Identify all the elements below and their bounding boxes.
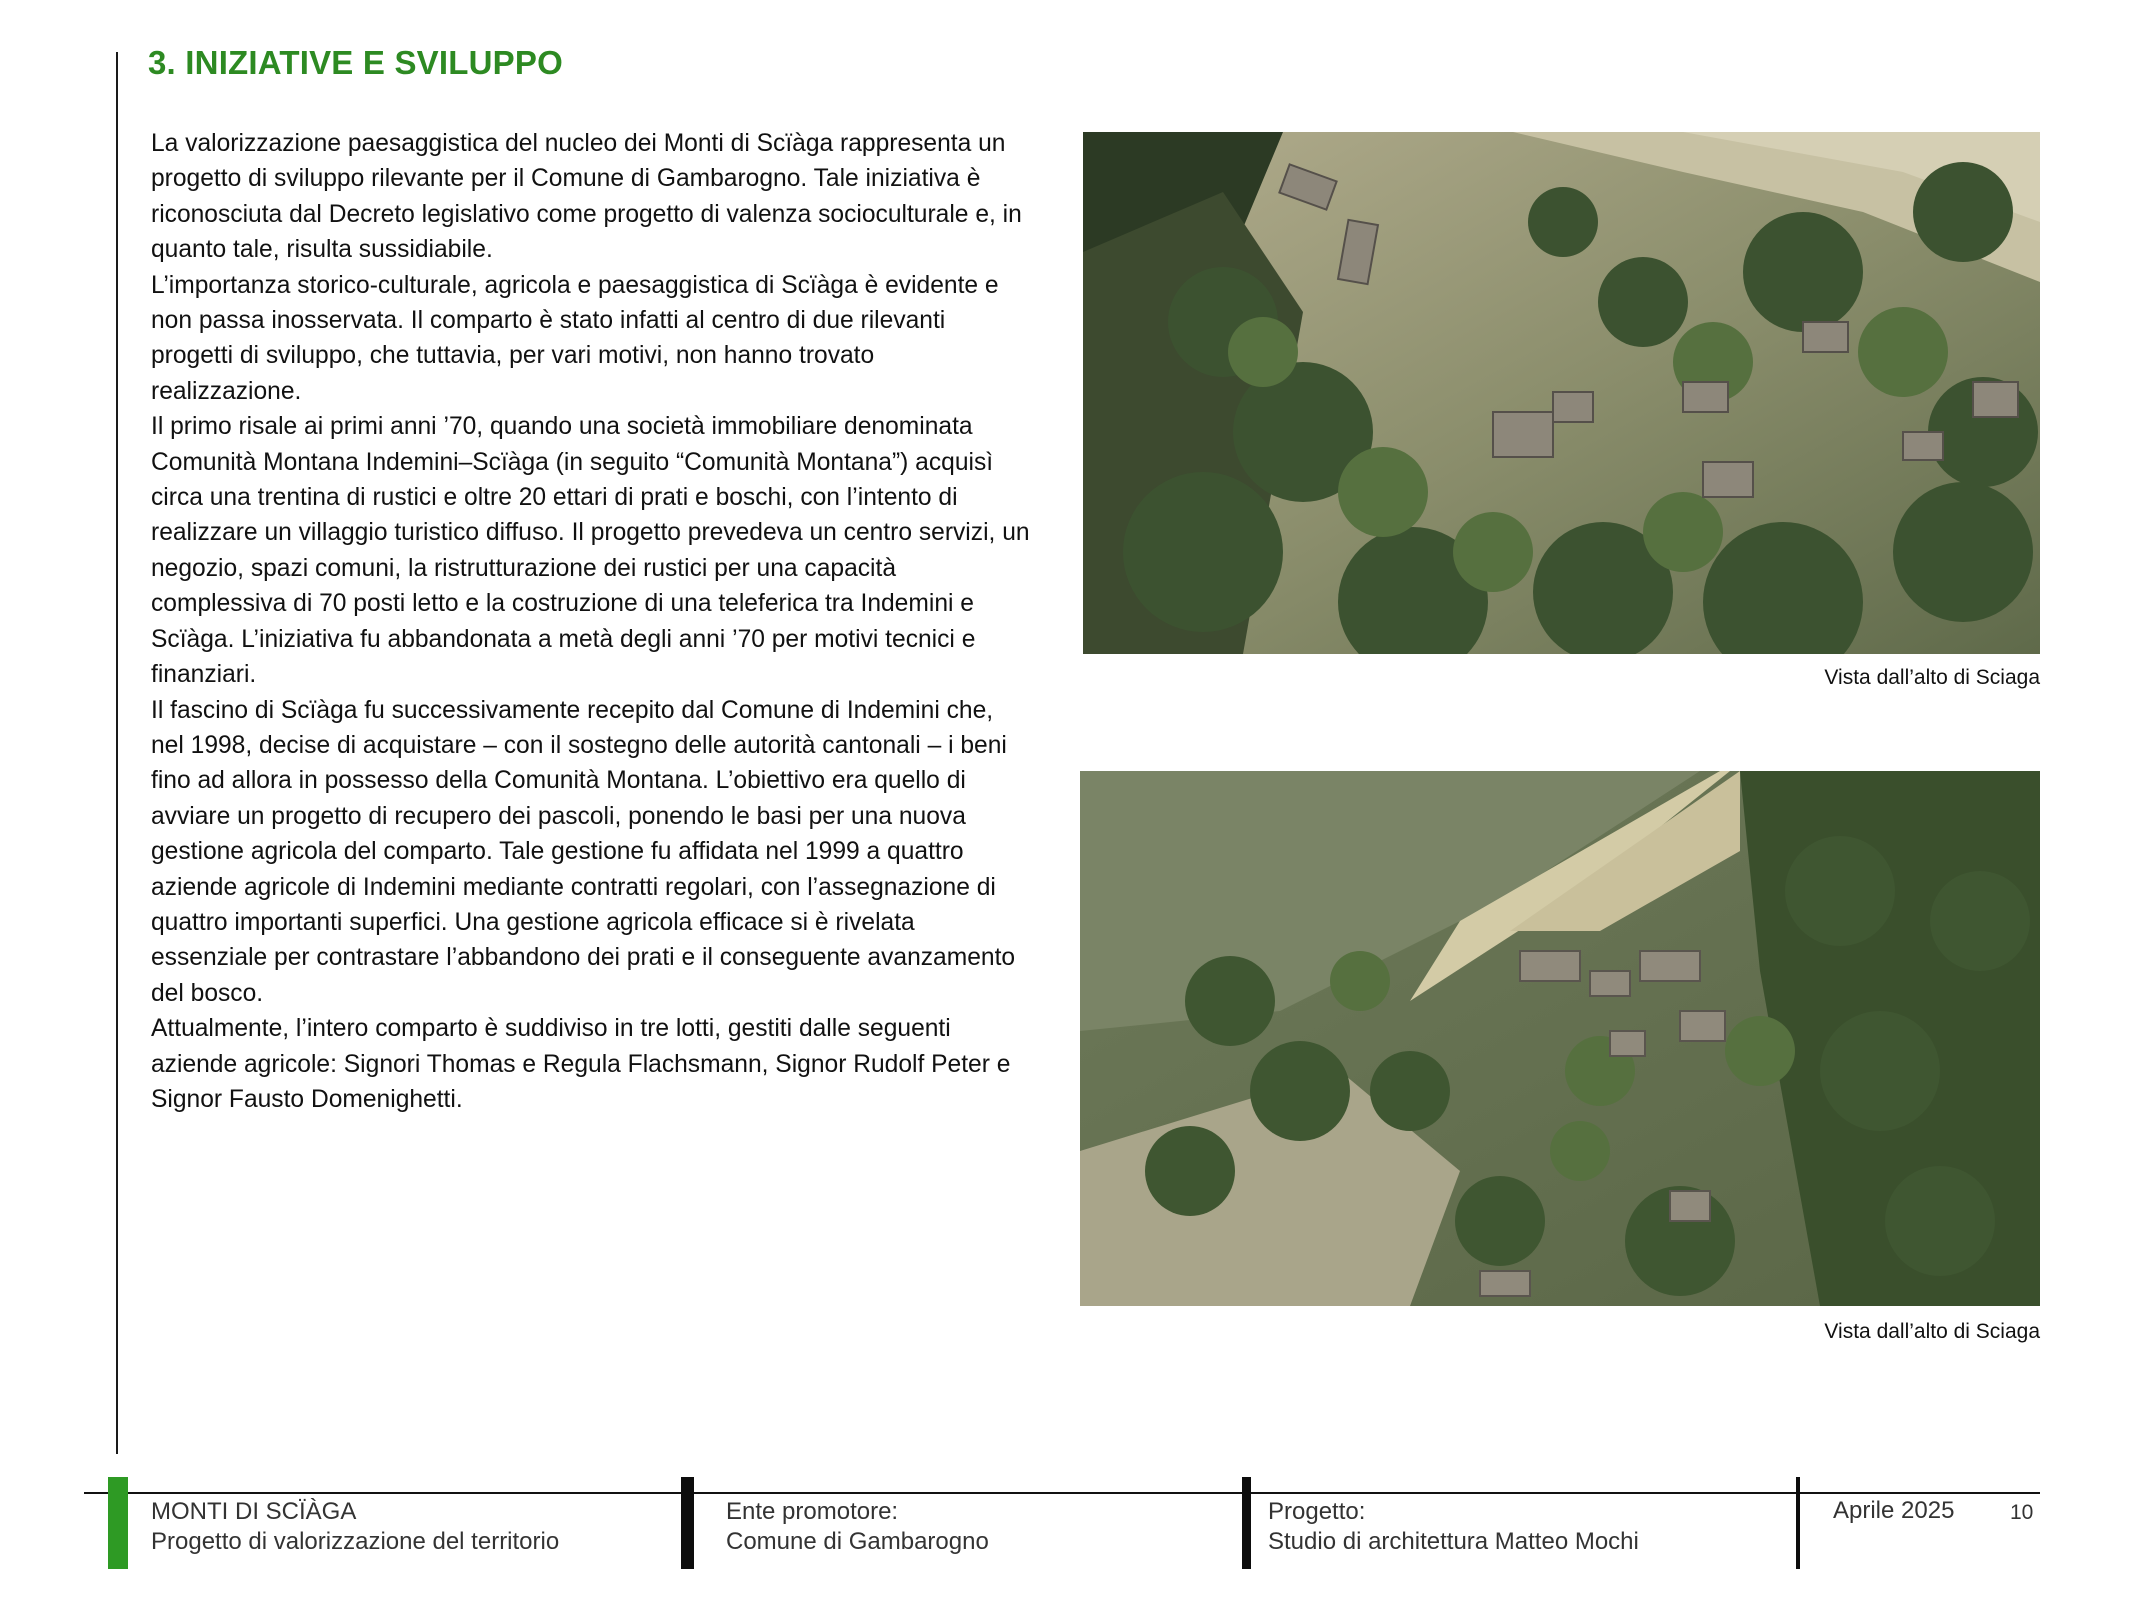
- aerial-photo-1: [1083, 132, 2040, 654]
- section-title: 3. INIZIATIVE E SVILUPPO: [148, 44, 563, 81]
- footer-date: Aprile 2025: [1833, 1497, 1955, 1524]
- footer-design-value: Studio di architettura Matteo Mochi: [1268, 1528, 1639, 1555]
- footer-project: [151, 1497, 559, 1557]
- paragraph-intro: La valorizzazione paesaggistica del nucleo dei Monti di Scïàga rappresenta un progetto di sviluppo rilevante per il Comune di Gambarogno. Tale iniziativa è riconosciuta dal Decreto legislativo come progetto di valenza socioculturale e, in quanto tale, risulta sussidiabile.: [151, 130, 1022, 264]
- footer-promoter-value: Comune di Gambarogno: [726, 1528, 989, 1555]
- footer-design: [1268, 1497, 1639, 1557]
- footer-green-marker: [108, 1477, 128, 1569]
- footer-rule: [84, 1492, 2040, 1494]
- paragraph-first-project: Il primo risale ai primi anni ’70, quando una società immobiliare denominata Comunità Montana Indemini–Scïàga (in seguito “Comunità Montana”) acquisì circa una trentina di rustici e oltre 20 ettari di prati e boschi, con l’intento di realizzare un villaggio turistico diffuso. Il progetto prevedeva un centro servizi, un negozio, spazi comuni, la ristrutturazione dei rustici per una capacità complessiva di 70 posti letto e la costruzione di una teleferica tra Indemini e Scïàga. L’iniziativa fu abbandonata a metà degli anni ’70 per motivi tecnici e finanziari.: [151, 413, 1030, 689]
- paragraph-importance: L’importanza storico-culturale, agricola e paesaggistica di Scïàga è evidente e non passa inosservata. Il comparto è stato infatti al centro di due rilevanti progetti di sviluppo, che tuttavia, per vari motivi, non hanno trovato realizzazione.: [151, 271, 999, 405]
- footer-design-label: Progetto:: [1268, 1498, 1366, 1525]
- aerial-photo-2: [1080, 771, 2040, 1306]
- footer-divider-3: [1796, 1477, 1800, 1569]
- footer-divider-2: [1242, 1477, 1251, 1569]
- paragraph-second-project: Il fascino di Scïàga fu successivamente recepito dal Comune di Indemini che, nel 1998, decise di acquistare – con il sostegno delle autorità cantonali – i beni fino ad allora in possesso della Comunità Montana. L’obiettivo era quello di avviare un progetto di recupero dei pascoli, ponendo le basi per una nuova gestione agricola del comparto. Tale gestione fu affidata nel 1999 a quattro aziende agricole di Indemini mediante contratti regolari, con l’assegnazione di quattro importanti superfici. Una gestione agricola efficace si è rivelata essenziale per contrastare l’abbandono dei prati e il conseguente avanzamento del bosco.: [151, 696, 1016, 1007]
- photo-2-caption: Vista dall’alto di Sciaga: [1824, 1320, 2040, 1343]
- left-margin-rule: [116, 52, 118, 1454]
- footer-project-name: MONTI DI SCÏÀGA: [151, 1498, 357, 1525]
- footer-divider-1: [681, 1477, 694, 1569]
- footer-promoter: [726, 1497, 989, 1557]
- footer-project-subtitle: Progetto di valorizzazione del territorio: [151, 1528, 560, 1555]
- footer-promoter-label: Ente promotore:: [726, 1498, 899, 1525]
- photo-1-caption: Vista dall’alto di Sciaga: [1824, 666, 2040, 689]
- page-number: 10: [2010, 1501, 2034, 1524]
- paragraph-current-state: Attualmente, l’intero comparto è suddiviso in tre lotti, gestiti dalle seguenti aziende agricole: Signori Thomas e Regula Flachsmann, Signor Rudolf Peter e Signor Fausto Domenighetti.: [151, 1015, 1011, 1113]
- body-text: [151, 126, 1031, 1117]
